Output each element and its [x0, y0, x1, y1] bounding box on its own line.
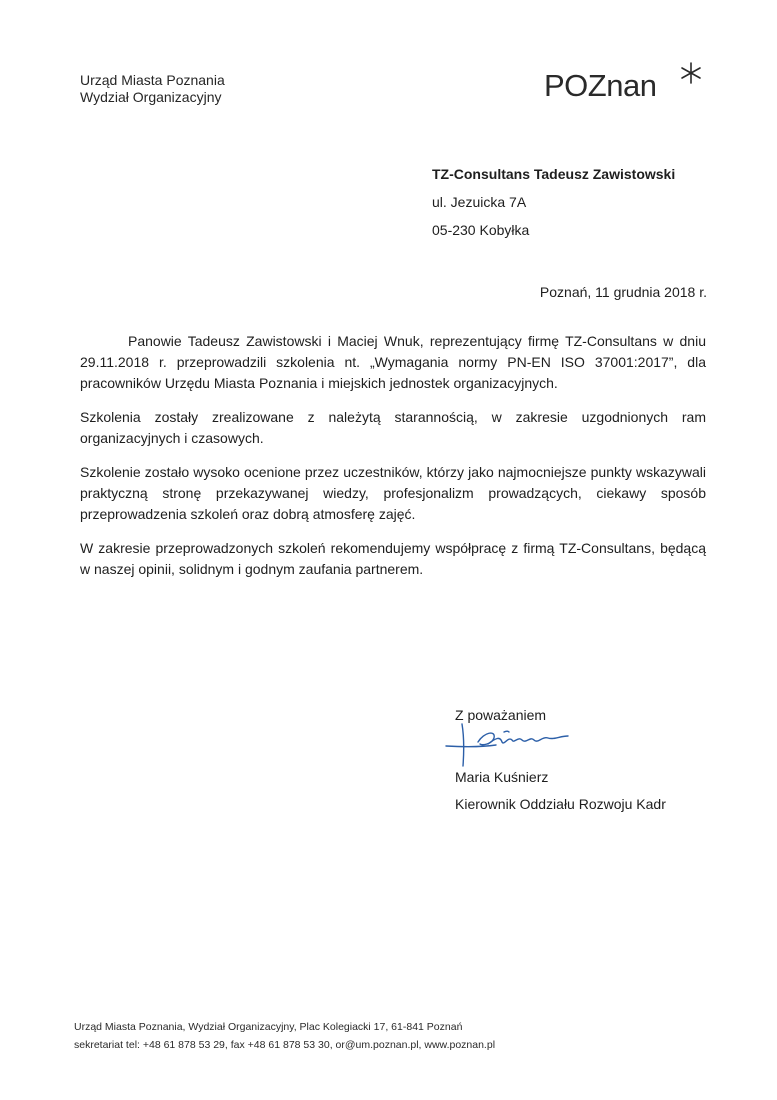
handwritten-signature — [444, 722, 574, 767]
footer-line-2: sekretariat tel: +48 61 878 53 29, fax +48 61 878 53 30, or@um.poznan.pl, www.poznan.pl — [74, 1039, 496, 1051]
signer-block — [455, 764, 666, 818]
footer-line-1: Urząd Miasta Poznania, Wydział Organizacyjny, Plac Kolegiacki 17, 61-841 Poznań — [74, 1021, 463, 1033]
recipient-city: 05-230 Kobyłka — [432, 222, 530, 238]
sender-line-1: Urząd Miasta Poznania — [80, 72, 225, 88]
signer-name: Maria Kuśnierz — [455, 769, 549, 785]
recipient-street: ul. Jezuicka 7A — [432, 194, 527, 210]
sender-block — [80, 72, 225, 106]
logo-text: POZnan — [544, 68, 657, 103]
letter-date: Poznań, 11 grudnia 2018 r. — [539, 284, 707, 300]
poznan-logo — [544, 62, 714, 110]
signer-title: Kierownik Oddziału Rozwoju Kadr — [455, 796, 666, 812]
recipient-name: TZ-Consultans Tadeusz Zawistowski — [432, 166, 676, 182]
recipient-block — [432, 166, 675, 250]
body-paragraph-3: Szkolenie zostało wysoko ocenione przez uczestników, którzy jako najmocniejsze punkty wskazywali praktyczną stronę przekazywanej wiedzy, profesjonalizm prowadzących, ciekawy sposób przeprowadzenia szkoleń oraz dobrą atmosferę zajęć. — [80, 464, 706, 522]
body-paragraph-2: Szkolenia zostały zrealizowane z należytą starannością, w zakresie uzgodnionych ram organizacyjnych i czasowych. — [80, 409, 706, 446]
sender-line-2: Wydział Organizacyjny — [80, 89, 222, 105]
body-paragraph-4: W zakresie przeprowadzonych szkoleń rekomendujemy współpracę z firmą TZ-Consultans, będącą w naszej opinii, solidnym i godnym zaufania partnerem. — [80, 540, 706, 577]
body-paragraph-1: Panowie Tadeusz Zawistowski i Maciej Wnuk, reprezentujący firmę TZ-Consultans w dniu 29.11.2018 r. przeprowadzili szkolenia nt. „Wymagania normy PN-EN ISO 37001:2017”, dla pracowników Urzędu Miasta Poznania i miejskich jednostek organizacyjnych. — [80, 333, 706, 391]
footer — [74, 1018, 495, 1054]
letter-body — [80, 331, 706, 593]
asterisk-icon — [680, 62, 702, 84]
closing-salutation: Z poważaniem — [455, 707, 547, 723]
